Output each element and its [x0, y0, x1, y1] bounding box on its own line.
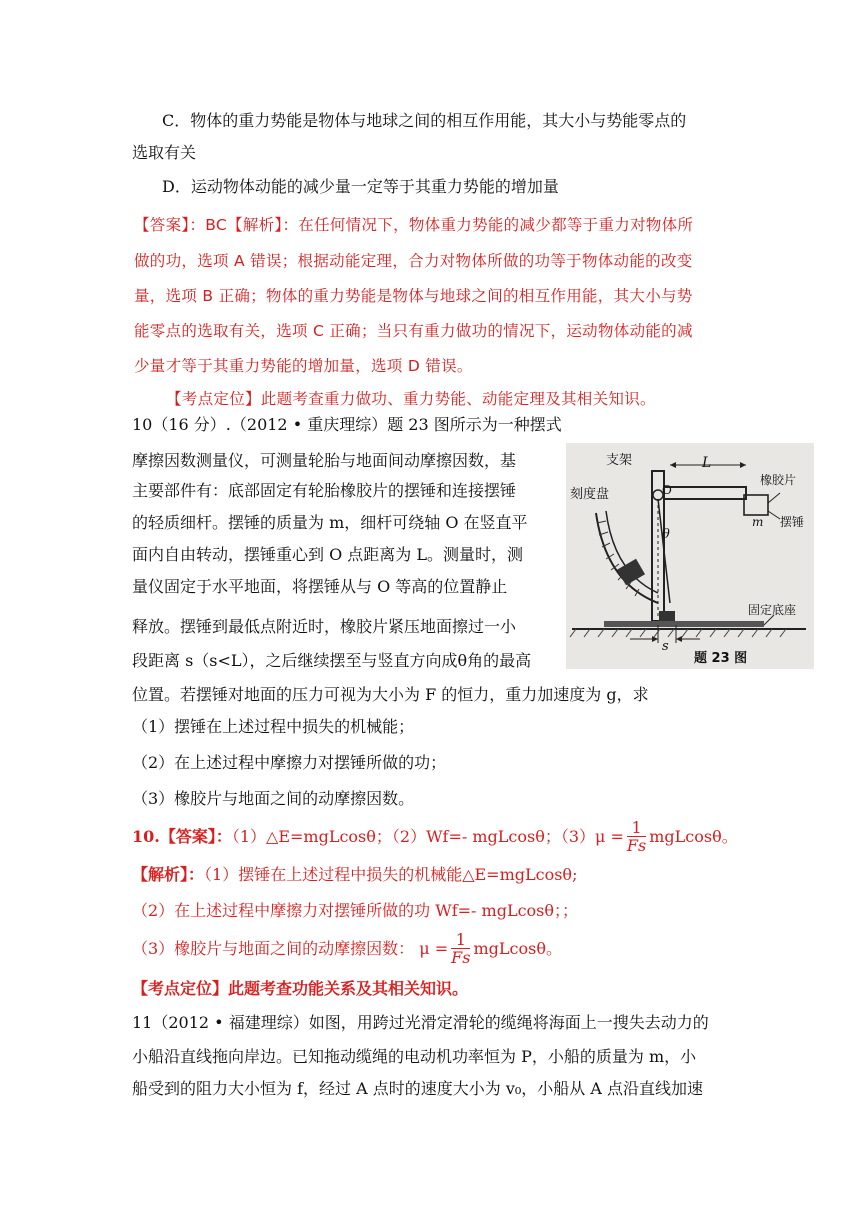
q10-sub2: （2）在上述过程中摩擦力对摆锤所做的功；: [132, 753, 447, 772]
mu-fraction: $\frac{1}{Fs}$: [626, 818, 647, 855]
q10-stem-line5: 面内自由转动，摆锤重心到 O 点距离为 L。测量时，测: [132, 545, 524, 564]
answer-line5: 少量才等于其重力势能的增加量，选项 D 错误。: [134, 357, 473, 375]
kaodian-q10: 【考点定位】此题考查功能关系及其相关知识。: [132, 979, 469, 998]
q10-stem-line7: 释放。摆锤到最低点附近时，橡胶片紧压地面擦过一小: [132, 617, 517, 636]
q10-sub3: （3）橡胶片与地面之间的动摩擦因数。: [132, 789, 415, 808]
fig-label-L: L: [702, 455, 712, 471]
fig-label-theta: θ: [662, 527, 670, 542]
q10-jiexi-line3: [132, 932, 562, 967]
option-d: D．运动物体动能的减少量一定等于其重力势能的增加量: [162, 177, 559, 196]
mu-fraction-2: $\frac{1}{Fs}$: [451, 930, 471, 967]
fig-label-baichui: 摆锤: [780, 515, 805, 529]
fig-label-guding: 固定底座: [748, 603, 797, 617]
fig-label-s: s: [662, 639, 669, 654]
answer-line3: 量，选项 B 正确；物体的重力势能是物体与地球之间的相互作用能，其大小与势: [134, 287, 693, 305]
fig-label-zhijia: 支架: [606, 453, 633, 468]
kaodian-q9: 【考点定位】此题考查重力做功、重力势能、动能定理及其相关知识。: [166, 390, 656, 408]
option-c-line2: 选取有关: [132, 143, 197, 162]
fig-label-O: O: [662, 483, 672, 497]
jiexi-head: 【解析】：: [132, 865, 205, 884]
fig-label-kedupan: 刻度盘: [570, 487, 610, 502]
q10-stem-line9: 位置。若摆锤对地面的压力可视为大小为 F 的恒力，重力加速度为 g，求: [132, 685, 649, 704]
q10-stem-line1: 10（16 分）.（2012 • 重庆理综）题 23 图所示为一种摆式: [132, 415, 562, 434]
fig-label-xiangjiaopian: 橡胶片: [760, 473, 797, 487]
q10-answer-head: 10.【答案】：: [132, 827, 232, 846]
q10-answer-3: （3）μ =: [560, 827, 624, 846]
jiexi-3: （3）橡胶片与地面之间的动摩擦因数： μ =: [132, 939, 449, 958]
pendulum-figure: [566, 443, 814, 669]
q10-answer-3-tail: mgLcosθ。: [649, 827, 738, 846]
q10-jiexi-line2: （2）在上述过程中摩擦力对摆锤所做的功 Wf=- mgLcosθ；；: [132, 901, 579, 920]
answer-line4: 能零点的选取有关，选项 C 正确；当只有重力做功的情况下，运动物体动能的减: [134, 322, 693, 340]
q11-line3: 船受到的阻力大小恒为 f，经过 A 点时的速度大小为 v₀，小船从 A 点沿直线加速: [132, 1079, 704, 1098]
answer-line1: 【答案】：BC【解析】：在任何情况下，物体重力势能的减少都等于重力对物体所: [134, 216, 694, 234]
jiexi-1: （1）摆锤在上述过程中损失的机械能△E=mgLcosθ;: [204, 865, 578, 884]
q10-stem-line8: 段距离 s（s<L），之后继续摆至与竖直方向成θ角的最高: [132, 651, 532, 670]
jiexi-3-tail: mgLcosθ。: [473, 939, 562, 958]
q10-stem-line6: 量仪固定于水平地面，将摆锤从与 O 等高的位置静止: [132, 577, 508, 596]
q10-answer-2: （2）Wf=- mgLcosθ；: [391, 827, 561, 846]
q10-stem-line4: 的轻质细杆。摆锤的质量为 m，细杆可绕轴 O 在竖直平: [132, 513, 528, 532]
fig-label-m: m: [752, 515, 764, 529]
option-c-line1: C．物体的重力势能是物体与地球之间的相互作用能，其大小与势能零点的: [162, 111, 687, 130]
fig-caption: 题 23 图: [694, 651, 748, 666]
answer-line2: 做的功，选项 A 错误；根据动能定理，合力对物体所做的功等于物体动能的改变: [134, 252, 693, 270]
q10-stem-line2: 摩擦因数测量仪，可测量轮胎与地面间动摩擦因数，基: [132, 451, 517, 470]
q10-sub1: （1）摆锤在上述过程中损失的机械能；: [132, 717, 415, 736]
q10-answer: [132, 820, 738, 855]
q10-jiexi-line1: [132, 864, 577, 886]
q11-line2: 小船沿直线拖向岸边。已知拖动缆绳的电动机功率恒为 P，小船的质量为 m，小: [132, 1047, 697, 1066]
q10-stem-line3: 主要部件有：底部固定有轮胎橡胶片的摆锤和连接摆锤: [132, 481, 517, 500]
q11-line1: 11（2012 • 福建理综）如图，用跨过光滑定滑轮的缆绳将海面上一搜失去动力的: [132, 1013, 709, 1032]
q10-answer-1: （1）△E=mgLcosθ；: [231, 827, 392, 846]
